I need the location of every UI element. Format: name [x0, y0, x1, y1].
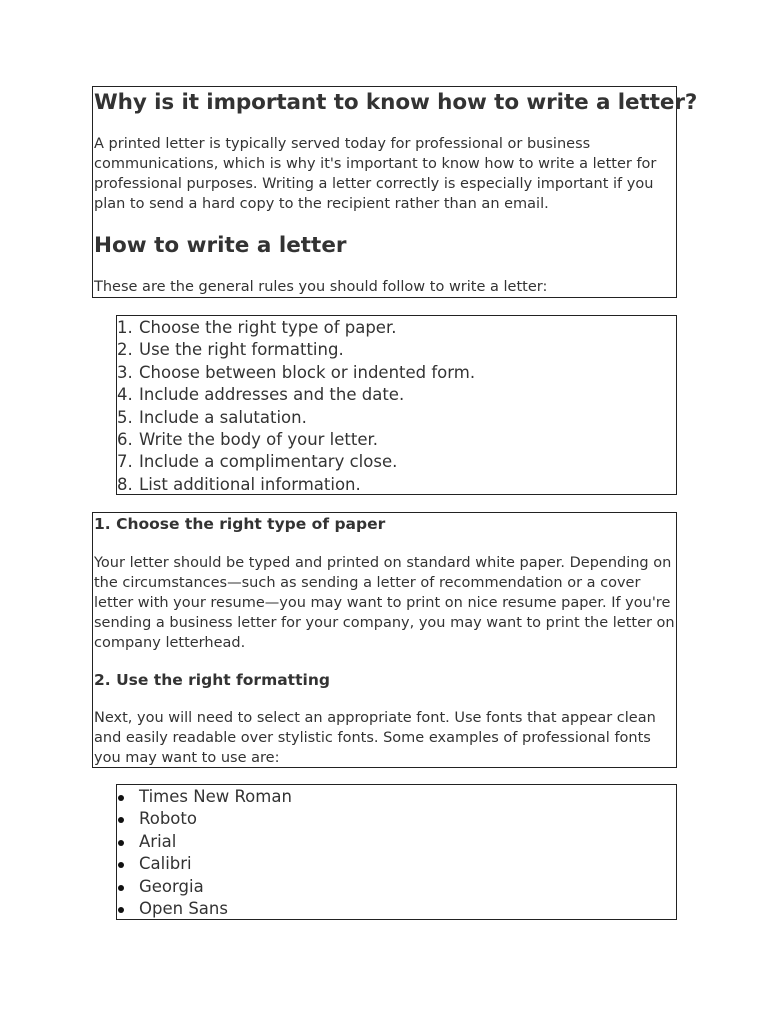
bullet-icon [118, 885, 124, 891]
item-text: Open Sans [139, 898, 228, 918]
text-line: letter with your resume—you may want to print on nice resume paper. If you're [94, 595, 671, 611]
text-line: and easily readable over stylistic fonts. Some examples of professional fonts [94, 730, 651, 746]
item-text: Include addresses and the date. [139, 385, 405, 405]
bullet-icon [118, 907, 124, 913]
step1-heading: 1. Choose the right type of paper [94, 515, 386, 533]
intro-section [92, 86, 698, 298]
item-text: Arial [139, 831, 177, 851]
rules-intro: These are the general rules you should follow to write a letter: [94, 279, 548, 295]
details-section [92, 512, 677, 768]
text-line: you may want to use are: [94, 750, 280, 766]
section-heading: How to write a letter [94, 233, 347, 258]
item-text: Times New Roman [139, 787, 292, 806]
format-paragraph [94, 708, 678, 768]
item-text: Include a salutation. [139, 407, 307, 427]
item-number: 1. [117, 318, 133, 337]
text-line: the circumstances—such as sending a letter of recommendation or a cover [94, 575, 641, 591]
text-line: professional purposes. Writing a letter correctly is especially important if you [94, 176, 654, 192]
paper-paragraph [94, 553, 678, 653]
bullet-icon [118, 817, 124, 823]
intro-paragraph [94, 134, 678, 214]
item-text: Choose between block or indented form. [139, 362, 476, 382]
text-line: Next, you will need to select an appropriate font. Use fonts that appear clean [94, 710, 656, 726]
item-text: Write the body of your letter. [139, 429, 379, 449]
text-line: A printed letter is typically served today for professional or business [94, 136, 591, 152]
text-line: sending a business letter for your company, you may want to print the letter on [94, 615, 675, 631]
text-line: plan to send a hard copy to the recipient rather than an email. [94, 196, 549, 212]
item-number: 7. [117, 452, 133, 472]
bullet-icon [118, 795, 124, 801]
bullet-icon [118, 862, 124, 868]
item-text: Include a complimentary close. [139, 452, 398, 472]
item-text: Calibri [139, 854, 192, 874]
item-text: Use the right formatting. [139, 340, 344, 360]
bullet-icon [118, 840, 124, 846]
item-text: Roboto [139, 809, 197, 829]
item-text: List additional information. [139, 474, 361, 494]
fonts-list-box [116, 784, 677, 920]
item-number: 3. [117, 362, 133, 382]
item-number: 4. [117, 385, 133, 405]
item-text: Georgia [139, 876, 204, 896]
item-number: 5. [117, 407, 133, 427]
item-text: Choose the right type of paper. [139, 318, 397, 337]
item-number: 6. [117, 429, 133, 449]
text-line: Your letter should be typed and printed on standard white paper. Depending on [94, 555, 672, 571]
page-title: Why is it important to know how to write a letter? [94, 90, 698, 115]
item-number: 2. [117, 340, 133, 360]
text-line: company letterhead. [94, 635, 246, 651]
step2-heading: 2. Use the right formatting [94, 671, 330, 689]
item-number: 8. [117, 474, 133, 494]
steps-list-box [116, 315, 677, 495]
text-line: communications, which is why it's important to know how to write a letter for [94, 156, 657, 172]
